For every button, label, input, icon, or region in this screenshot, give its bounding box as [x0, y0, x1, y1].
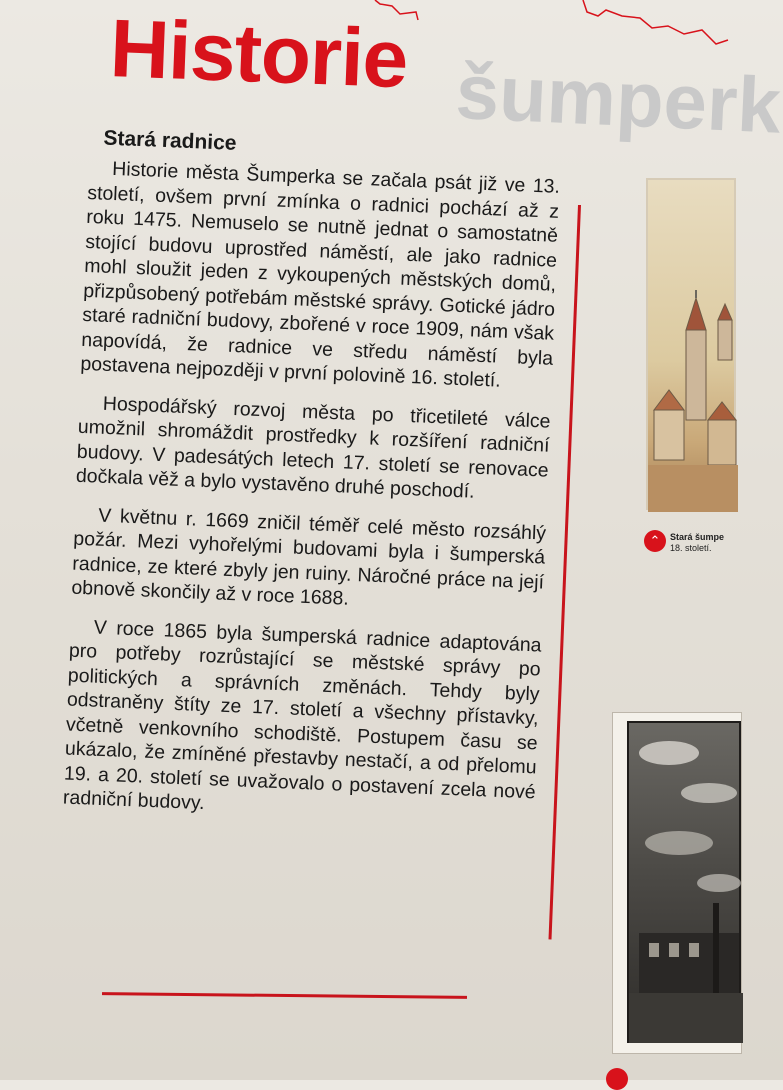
historic-town-illustration [646, 178, 736, 510]
town-drawing [648, 180, 738, 512]
historic-engraving [627, 721, 741, 1043]
nav-badge-icon [606, 1068, 628, 1090]
article-paragraph: Historie města Šumperka se začala psát již ve 13. století, ovšem první zmínka o radnici pochází až z roku 1475. Nemuselo se nutně jednat o samostatně stojící budovu uprostřed náměstí, ale jako radnice mohl sloužit jeden z vykoupených městských domů, přizpůsobený potřebám městské správy. Gotické jádro staré radniční budovy, zbořené v roce 1909, nám však napovídá, že radnice ve středu náměstí byla postavena nejpozději v první polovině 16. století. [80, 157, 561, 392]
horizontal-red-rule [102, 992, 467, 999]
engraving-drawing [629, 723, 743, 1043]
page-title: Historie [108, 2, 410, 106]
article-stara-radnice [62, 126, 562, 843]
caption-title: Stará šumpe [670, 532, 725, 542]
page-subtitle: šumperk [453, 46, 783, 150]
chevron-up-icon: ⌃ [644, 530, 666, 552]
article-paragraph: V květnu r. 1669 zničil téměř celé město rozsáhlý požár. Mezi vyhořelými budovami byla i šumperská radnice, ze které zbyly jen ruiny. Náročné práce na její obnově skončily až v roce 1688. [71, 504, 547, 610]
article-heading: Stará radnice [103, 126, 237, 155]
caption-date: 18. století. [670, 543, 712, 553]
article-paragraph: V roce 1865 byla šumperská radnice adaptována pro potřeby rozrůstající se městské správy po politických a správních změnách. Tehdy byly odstraněny štíty ze 17. století a všechny přístavky, včetně venkovního schodiště. Postupem času se ukázalo, že zmíněné přestavby nestačí, a od přelomu 19. a 20. století se uvažovalo o postavení zcela nové radniční budovy. [62, 616, 542, 815]
article-paragraph: Hospodářský rozvoj města po třicetileté válce umožnil shromáždit prostředky k rozšíření radniční budovy. V padesátých letech 17. století se renovace dočkala věž a bylo vystavěno druhé poschodí. [75, 392, 551, 503]
historic-engraving-frame [612, 712, 742, 1054]
